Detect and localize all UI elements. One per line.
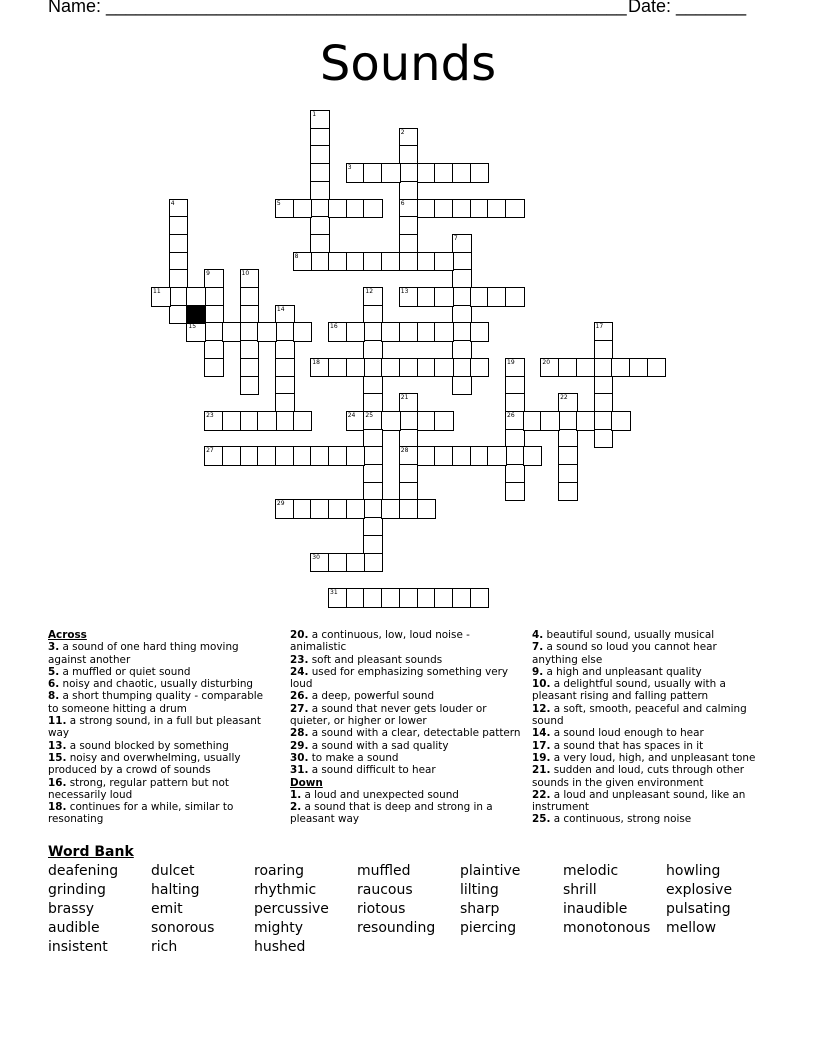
clue-text: sudden and loud, cuts through other sounds in the given environment xyxy=(532,764,744,789)
across-clue xyxy=(48,752,273,777)
crossword-cell[interactable] xyxy=(505,199,525,219)
across-clue xyxy=(290,764,522,776)
clue-number: 6. xyxy=(48,678,60,691)
clue-number-label: 6 xyxy=(400,199,405,207)
clue-text: a sound with a sad quality xyxy=(308,739,449,752)
across-clue xyxy=(290,629,522,654)
crossword-cell[interactable] xyxy=(487,446,507,466)
word-bank-item: raucous xyxy=(357,882,413,898)
clue-number: 21. xyxy=(532,764,551,777)
clue-number: 10. xyxy=(532,678,551,691)
crossword-cell[interactable] xyxy=(417,499,437,519)
down-clue xyxy=(290,801,522,826)
down-clue xyxy=(532,740,758,752)
clue-text: a sound that is deep and strong in a pleasant way xyxy=(290,801,493,826)
clue-number: 5. xyxy=(48,665,60,678)
clue-text: a sound difficult to hear xyxy=(308,764,436,777)
clue-number-label: 14 xyxy=(276,305,285,313)
clue-text: a sound loud enough to hear xyxy=(550,727,704,740)
clues-column-3 xyxy=(532,629,758,826)
clue-number: 2. xyxy=(290,801,302,814)
crossword-cell[interactable] xyxy=(381,411,401,431)
clue-number: 17. xyxy=(532,739,551,752)
clue-text: a sound so loud you cannot hear anything else xyxy=(532,641,717,666)
down-heading: Down xyxy=(290,776,323,789)
across-clue xyxy=(290,752,522,764)
word-bank-item: deafening xyxy=(48,863,119,879)
clue-number-label: 13 xyxy=(400,288,409,295)
crossword-cell[interactable] xyxy=(346,553,366,573)
clue-text: noisy and chaotic, usually disturbing xyxy=(59,678,254,691)
clue-number-label: 2 xyxy=(400,128,405,136)
clue-text: a high and unpleasant quality xyxy=(543,665,702,678)
across-clue xyxy=(290,666,522,691)
clue-number-label: 9 xyxy=(206,270,210,278)
clue-text: noisy and overwhelming, usually produced by a crowd of sounds xyxy=(48,751,241,777)
clue-number-label: 26 xyxy=(507,411,515,419)
clue-text: to make a sound xyxy=(308,751,399,764)
clue-number-label: 18 xyxy=(312,358,320,366)
crossword-cell[interactable] xyxy=(293,199,313,219)
clue-number-label: 4 xyxy=(170,199,175,207)
clue-text: a strong sound, in a full but pleasant way xyxy=(48,715,261,740)
across-clue xyxy=(48,740,273,752)
clue-number: 7. xyxy=(532,641,544,654)
crossword-cell[interactable] xyxy=(434,252,454,272)
word-bank-item: brassy xyxy=(48,901,95,917)
clue-number: 15. xyxy=(48,751,67,764)
crossword-cell[interactable] xyxy=(346,499,366,519)
word-bank-item: piercing xyxy=(460,920,517,936)
clue-text: a loud and unexpected sound xyxy=(301,788,459,801)
across-clue xyxy=(290,654,522,666)
word-bank-item: dulcet xyxy=(151,863,195,879)
clue-number: 29. xyxy=(290,739,309,752)
clue-number-label: 28 xyxy=(400,447,409,455)
word-bank-item: inaudible xyxy=(563,901,628,917)
word-bank-item: rhythmic xyxy=(254,882,317,898)
crossword-cell[interactable] xyxy=(647,358,667,378)
page-title: Sounds xyxy=(319,36,497,92)
crossword-cell[interactable] xyxy=(452,376,472,396)
word-bank-item: mighty xyxy=(254,920,304,936)
crossword-cell[interactable] xyxy=(576,358,596,378)
across-clue xyxy=(290,740,522,752)
word-bank-item: monotonous xyxy=(563,920,651,936)
crossword-cell[interactable] xyxy=(434,322,454,342)
crossword-cell[interactable] xyxy=(363,553,383,573)
down-clue xyxy=(532,789,758,814)
down-clue xyxy=(532,727,758,739)
word-bank-item: emit xyxy=(151,901,183,917)
word-bank-heading: Word Bank xyxy=(48,844,134,860)
crossword-cell[interactable] xyxy=(381,163,401,183)
word-bank-item: lilting xyxy=(460,882,499,898)
clue-number: 16. xyxy=(48,776,67,789)
down-clue xyxy=(532,752,758,764)
clue-number-label: 3 xyxy=(347,164,352,172)
clue-number-label: 17 xyxy=(595,323,604,331)
clue-number: 22. xyxy=(532,788,551,801)
clue-number: 8. xyxy=(48,690,60,703)
clue-number-label: 12 xyxy=(365,288,374,295)
crossword-cell[interactable] xyxy=(505,287,525,307)
word-bank-item: rich xyxy=(151,939,178,955)
clue-number: 25. xyxy=(532,813,551,826)
clue-number: 18. xyxy=(48,801,67,814)
clue-number-label: 29 xyxy=(276,500,285,508)
crossword-cell[interactable] xyxy=(346,358,366,378)
crossword-cell[interactable] xyxy=(222,322,242,342)
crossword-cell[interactable] xyxy=(346,446,366,466)
clue-number-label: 31 xyxy=(330,588,338,596)
word-bank-item: sonorous xyxy=(151,920,215,936)
clue-text: a continuous, low, loud noise - animalistic xyxy=(290,629,470,654)
crossword-cell[interactable] xyxy=(363,199,383,219)
crossword-cell[interactable] xyxy=(434,287,454,307)
clue-number: 4. xyxy=(532,629,544,641)
crossword-cell[interactable] xyxy=(240,376,260,396)
crossword-cell[interactable] xyxy=(540,411,560,431)
clue-number-label: 21 xyxy=(400,394,409,402)
clue-number-label: 30 xyxy=(312,553,320,561)
clue-text: a delightful sound, usually with a pleasant rising and falling pattern xyxy=(532,678,726,703)
clue-text: a loud and unpleasant sound, like an instrument xyxy=(532,788,746,814)
across-clue xyxy=(290,690,522,702)
crossword-cell[interactable] xyxy=(505,482,525,502)
crossword-cell[interactable] xyxy=(434,411,454,431)
crossword-cell[interactable] xyxy=(257,411,277,431)
clue-text: a muffled or quiet sound xyxy=(59,665,191,678)
word-bank xyxy=(48,862,778,957)
word-bank-item: howling xyxy=(666,863,721,879)
clue-text: a very loud, high, and unpleasant tone xyxy=(550,751,756,764)
clue-number: 1. xyxy=(290,788,302,801)
clue-number-label: 7 xyxy=(453,234,458,242)
crossword-cell[interactable] xyxy=(257,322,277,342)
word-bank-item: resounding xyxy=(357,920,436,936)
word-bank-item: explosive xyxy=(666,882,733,898)
crossword-cell[interactable] xyxy=(611,411,631,431)
clue-number-label: 15 xyxy=(188,323,197,331)
clue-number-label: 20 xyxy=(542,358,551,366)
crossword-cell[interactable] xyxy=(204,358,224,378)
crossword-cell[interactable] xyxy=(470,588,490,608)
word-bank-item: insistent xyxy=(48,939,108,955)
down-clue xyxy=(532,764,758,789)
word-bank-item: roaring xyxy=(254,863,304,879)
word-bank-item: plaintive xyxy=(460,863,521,879)
across-clue xyxy=(48,777,273,802)
clue-number: 20. xyxy=(290,629,309,641)
crossword-block-cell xyxy=(186,305,206,325)
clue-number: 30. xyxy=(290,751,309,764)
clue-number: 13. xyxy=(48,739,67,752)
clues-column-1 xyxy=(48,629,273,826)
word-bank-item: hushed xyxy=(254,939,306,955)
clue-text: continues for a while, similar to resonating xyxy=(48,801,234,826)
down-clue xyxy=(532,629,758,641)
crossword-cell[interactable] xyxy=(346,322,366,342)
word-bank-item: muffled xyxy=(357,863,411,879)
clue-text: a sound that has spaces in it xyxy=(550,739,704,752)
clue-number-label: 25 xyxy=(365,411,374,419)
crossword-cell[interactable] xyxy=(470,322,490,342)
word-bank-item: percussive xyxy=(254,901,329,917)
clue-number-label: 24 xyxy=(347,411,356,419)
clue-number-label: 5 xyxy=(276,199,281,207)
name-field-label: Name: ____________________________________________________ xyxy=(48,0,627,16)
crossword-cell[interactable] xyxy=(293,411,313,431)
clue-number-label: 1 xyxy=(312,111,317,118)
clue-text: a sound with a clear, detectable pattern xyxy=(308,727,521,740)
clue-number: 28. xyxy=(290,727,309,740)
clue-text: a sound blocked by something xyxy=(66,739,229,752)
word-bank-item: riotous xyxy=(357,901,406,917)
clue-number: 24. xyxy=(290,665,309,678)
clue-text: used for emphasizing something very loud xyxy=(290,665,509,691)
word-bank-item: sharp xyxy=(460,901,500,917)
across-clue xyxy=(48,641,273,666)
across-clue xyxy=(48,690,273,715)
crossword-cell[interactable] xyxy=(293,322,313,342)
clue-number-label: 19 xyxy=(507,358,515,366)
clue-number-label: 23 xyxy=(206,411,214,419)
clue-number-label: 8 xyxy=(294,252,299,260)
clue-text: beautiful sound, usually musical xyxy=(543,629,715,641)
across-clue xyxy=(48,801,273,826)
clue-number: 3. xyxy=(48,641,60,654)
clue-number: 23. xyxy=(290,653,309,666)
clue-text: a continuous, strong noise xyxy=(550,813,692,826)
word-bank-item: audible xyxy=(48,920,100,936)
crossword-cell[interactable] xyxy=(470,358,490,378)
across-clue xyxy=(290,727,522,739)
down-clue xyxy=(532,678,758,703)
word-bank-item: pulsating xyxy=(666,901,731,917)
clues-column-2 xyxy=(290,629,522,826)
clue-number: 31. xyxy=(290,764,309,777)
across-clue xyxy=(48,666,273,678)
crossword-cell[interactable] xyxy=(576,411,596,431)
clue-number: 12. xyxy=(532,702,551,715)
clue-number-label: 27 xyxy=(206,447,214,455)
across-clue xyxy=(48,678,273,690)
across-clue xyxy=(48,715,273,740)
word-bank-item: halting xyxy=(151,882,200,898)
clue-number: 11. xyxy=(48,715,67,728)
clue-text: a deep, powerful sound xyxy=(308,690,435,703)
word-bank-item: shrill xyxy=(563,882,597,898)
clue-number-label: 11 xyxy=(153,288,161,295)
crossword-cell[interactable] xyxy=(558,482,578,502)
date-field-label: Date: _______ xyxy=(628,0,747,16)
clue-number: 19. xyxy=(532,751,551,764)
crossword-cell[interactable] xyxy=(434,358,454,378)
word-bank-item: mellow xyxy=(666,920,717,936)
clue-text: a short thumping quality - comparable to someone hitting a drum xyxy=(48,690,264,715)
clue-number: 14. xyxy=(532,727,551,740)
down-clue xyxy=(532,641,758,666)
crossword-cell[interactable] xyxy=(594,429,614,449)
clue-number-label: 22 xyxy=(560,394,568,402)
clue-number: 9. xyxy=(532,665,544,678)
down-clue xyxy=(290,789,522,801)
clue-number-label: 16 xyxy=(330,323,338,331)
clue-text: soft and pleasant sounds xyxy=(308,653,443,666)
clue-number: 26. xyxy=(290,690,309,703)
across-clue xyxy=(290,703,522,728)
clue-text: a soft, smooth, peaceful and calming sound xyxy=(532,702,747,728)
clue-number: 27. xyxy=(290,702,309,715)
clue-text: a sound that never gets louder or quieter, or higher or lower xyxy=(290,702,487,728)
clue-number-label: 10 xyxy=(241,270,250,278)
word-bank-item: grinding xyxy=(48,882,106,898)
down-clue xyxy=(532,703,758,728)
crossword-cell[interactable] xyxy=(470,163,490,183)
across-heading: Across xyxy=(48,629,87,641)
down-clue xyxy=(532,666,758,678)
clue-text: a sound of one hard thing moving against another xyxy=(48,641,239,666)
down-clue xyxy=(532,813,758,825)
clue-text: strong, regular pattern but not necessarily loud xyxy=(48,776,229,801)
crossword-cell[interactable] xyxy=(523,446,543,466)
word-bank-item: melodic xyxy=(563,863,619,879)
